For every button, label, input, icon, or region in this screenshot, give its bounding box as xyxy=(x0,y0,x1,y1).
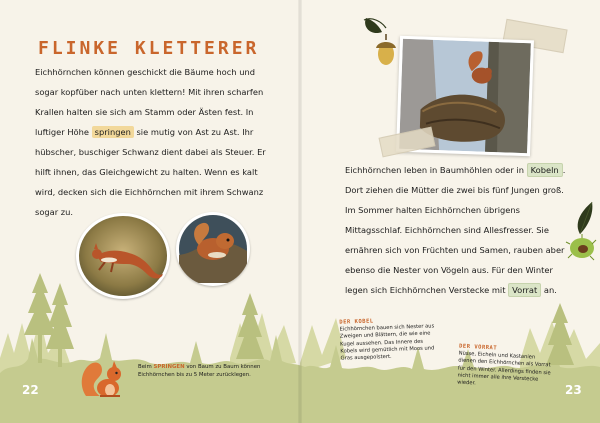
caption-prefix: Beim xyxy=(138,364,154,370)
info-box-kobel xyxy=(339,316,435,363)
section-heading: FLINKE KLETTERER xyxy=(38,38,260,59)
photo-squirrel-tree xyxy=(176,212,250,286)
photo-jumping-squirrel xyxy=(76,213,170,299)
springen-caption xyxy=(138,364,288,379)
page-number-right: 23 xyxy=(565,383,582,397)
squirrel-illustration-icon xyxy=(78,352,130,400)
right-text-end: an. xyxy=(541,285,557,295)
chestnut-leaf-icon xyxy=(562,200,600,270)
vorrat-title: DER VORRAT xyxy=(458,343,498,352)
acorn-icon xyxy=(362,14,402,74)
right-text-middle: . Dort ziehen die Mütter die zwei bis fünf Jungen groß. Im Sommer halten Eichhörnchen übrigens Mittagsschlaf. Eichhörnchen sind Allesfresser. Sie ernähren sich von Früchten und Samen, rauben aber ebenso die Nester von Vögeln aus. Für den Winter legen sich Eichhörnchen Verstecke mit xyxy=(345,165,566,295)
squirrel-tree-image xyxy=(179,215,247,283)
info-box-vorrat xyxy=(457,344,554,392)
caption-keyword: SPRINGEN xyxy=(153,364,185,370)
vorrat-text: Nüsse, Eicheln und Kastanien dienen den Eichhörnchen als Vorrat für den Winter. Allerdings finden sie nicht immer alle ihre Verstecke wieder. xyxy=(456,350,551,387)
jumping-squirrel-image xyxy=(79,216,167,296)
left-body-text xyxy=(35,62,267,222)
book-gutter xyxy=(298,0,302,423)
kobel-text: Eichhörnchen bauen sich Nester aus Zweigen und Blättern, die wie eine Kugel aussehen. Das Innere des Kobels wird gemütlich mit Moos und Gras ausgepolstert. xyxy=(339,323,435,362)
keyword-springen: springen xyxy=(92,126,134,138)
right-body-text xyxy=(345,160,577,300)
left-text-part-1: Eichhörnchen können geschickt die Bäume hoch und sogar kopfüber nach unten klettern! Mit ihren scharfen Krallen halten sie sich am Stamm oder Ästen fest. In luftiger Höhe xyxy=(35,67,264,137)
caption-rest: von Baum zu Baum können Eichhörnchen bis zu 5 Meter zurücklegen. xyxy=(138,364,261,378)
left-text-part-2: sie mutig von Ast zu Ast. Ihr hübscher, buschiger Schwanz dient dabei als Steuer. Er hilft ihnen, das Gleichgewicht zu halten. Wenn es kalt wird, decken sich die Eichhörnchen mit ihrem Schwanz sogar zu. xyxy=(35,127,266,217)
keyword-kobeln: Kobeln xyxy=(527,163,563,177)
right-text-intro: Eichhörnchen leben in Baumhöhlen oder in xyxy=(345,165,527,175)
kobel-title: DER KOBEL xyxy=(339,318,374,326)
page-number-left: 22 xyxy=(22,383,39,397)
keyword-vorrat: Vorrat xyxy=(508,283,541,297)
